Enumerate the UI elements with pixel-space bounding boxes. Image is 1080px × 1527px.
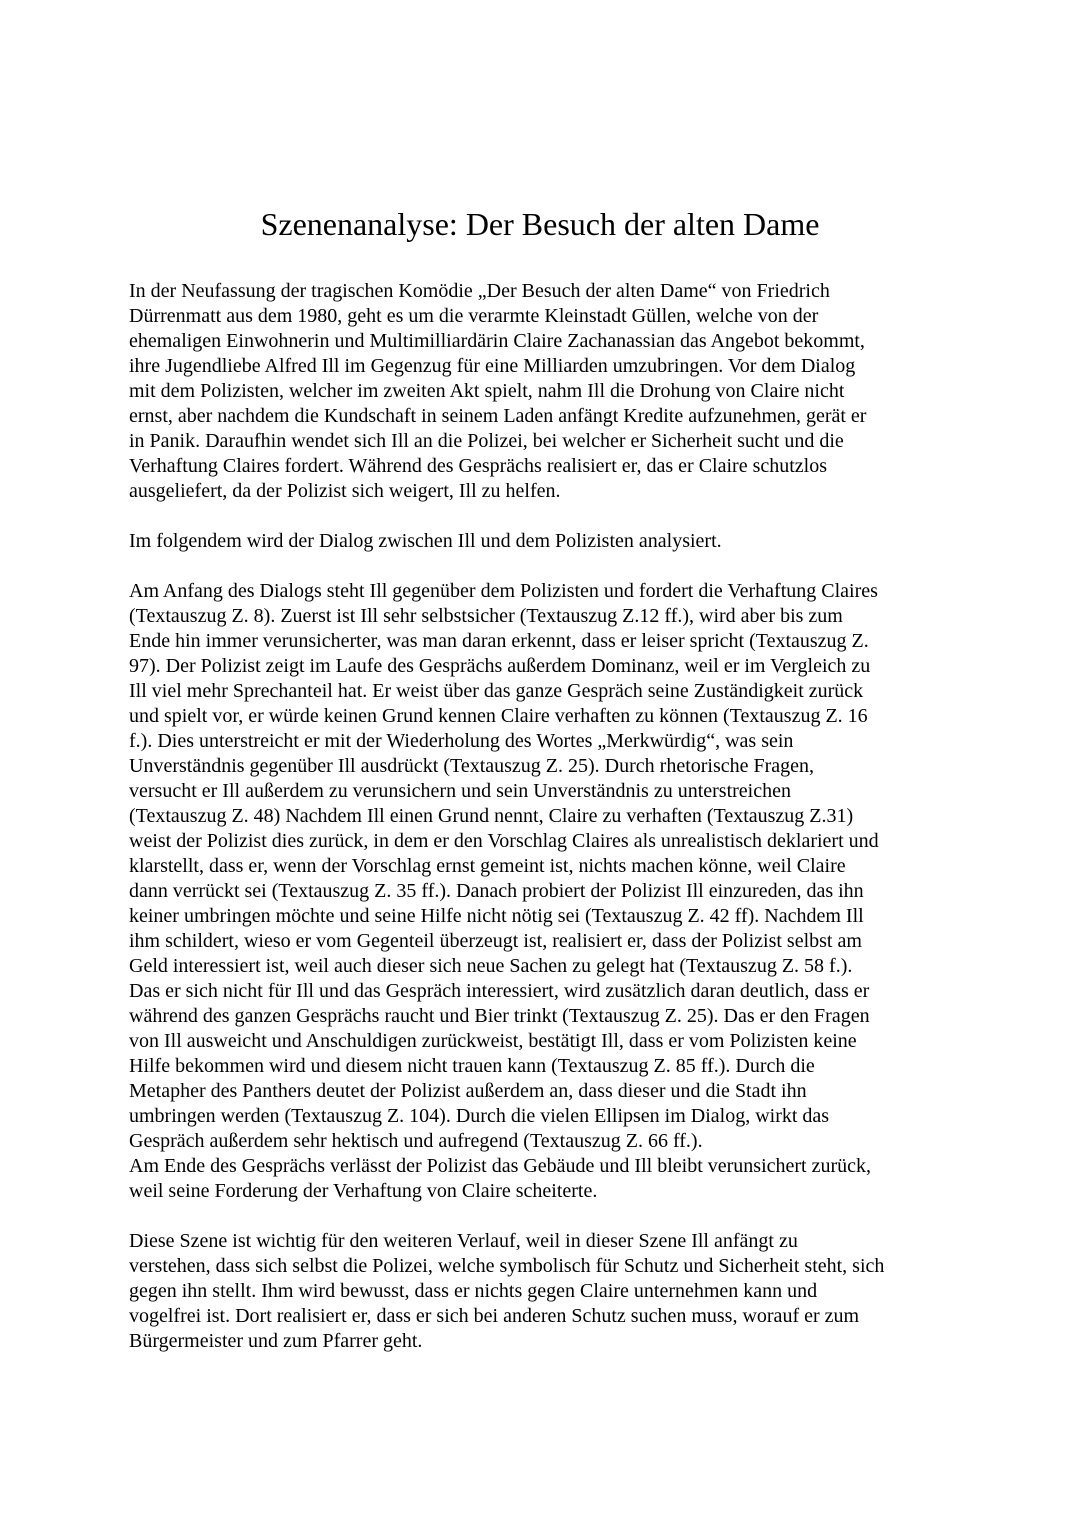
text-line: Am Anfang des Dialogs steht Ill gegenüber dem Polizisten und fordert die Verhaftung Claires [129,580,878,602]
text-line: Unverständnis gegenüber Ill ausdrückt (Textauszug Z. 25). Durch rhetorische Fragen, [129,755,815,777]
text-line: ehemaligen Einwohnerin und Multimilliardärin Claire Zachanassian das Angebot bekommt, [129,330,865,352]
text-line: versucht er Ill außerdem zu verunsichern und sein Unverständnis zu unterstreichen [129,780,791,802]
text-line: weil seine Forderung der Verhaftung von Claire scheiterte. [129,1180,598,1202]
text-line: Metapher des Panthers deutet der Polizist außerdem an, dass dieser und die Stadt ihn [129,1080,807,1102]
text-line: Geld interessiert ist, weil auch dieser sich neue Sachen zu gelegt hat (Textauszug Z. 58 f.). [129,955,853,977]
document-body [129,279,989,1379]
text-line: f.). Dies unterstreicht er mit der Wiederholung des Wortes „Merkwürdig“, was sein [129,730,794,752]
text-line: Diese Szene ist wichtig für den weiteren Verlauf, weil in dieser Szene Ill anfängt zu [129,1230,798,1252]
text-line: von Ill ausweicht und Anschuldigen zurückweist, bestätigt Ill, dass er vom Polizisten keine [129,1030,857,1052]
text-line: Verhaftung Claires fordert. Während des Gesprächs realisiert er, das er Claire schutzlos [129,455,828,477]
text-line: weist der Polizist dies zurück, in dem er den Vorschlag Claires als unrealistisch deklariert und [129,830,879,852]
text-line: Im folgendem wird der Dialog zwischen Ill und dem Polizisten analysiert. [129,530,722,552]
text-line: mit dem Polizisten, welcher im zweiten Akt spielt, nahm Ill die Drohung von Claire nicht [129,380,845,402]
text-line: (Textauszug Z. 48) Nachdem Ill einen Grund nennt, Claire zu verhaften (Textauszug Z.31) [129,805,854,827]
paragraph-introduction [129,279,989,504]
text-line: verstehen, dass sich selbst die Polizei, welche symbolisch für Schutz und Sicherheit steht, sich [129,1255,885,1277]
text-line: Das er sich nicht für Ill und das Gespräch interessiert, wird zusätzlich daran deutlich, dass er [129,980,870,1002]
text-line: keiner umbringen möchte und seine Hilfe nicht nötig sei (Textauszug Z. 42 ff). Nachdem Ill [129,905,864,927]
text-line: dann verrückt sei (Textauszug Z. 35 ff.). Danach probiert der Polizist Ill einzureden, das ihn [129,880,864,902]
text-line: gegen ihn stellt. Ihm wird bewusst, dass er nichts gegen Claire unternehmen kann und [129,1280,818,1302]
text-line: ausgeliefert, da der Polizist sich weigert, Ill zu helfen. [129,480,561,502]
text-line: Bürgermeister und zum Pfarrer geht. [129,1330,423,1352]
text-line: in Panik. Daraufhin wendet sich Ill an die Polizei, bei welcher er Sicherheit sucht und die [129,430,844,452]
text-line: ihm schildert, wieso er vom Gegenteil überzeugt ist, realisiert er, dass der Polizist selbst am [129,930,862,952]
text-line: Ill viel mehr Sprechanteil hat. Er weist über das ganze Gespräch seine Zuständigkeit zurück [129,680,864,702]
text-line: ernst, aber nachdem die Kundschaft in seinem Laden anfängt Kredite aufzunehmen, gerät er [129,405,867,427]
text-line: umbringen werden (Textauszug Z. 104). Durch die vielen Ellipsen im Dialog, wirkt das [129,1105,830,1127]
document-title: Szenenanalyse: Der Besuch der alten Dame [260,206,820,242]
text-line: In der Neufassung der tragischen Komödie „Der Besuch der alten Dame“ von Friedrich [129,280,830,302]
text-line: (Textauszug Z. 8). Zuerst ist Ill sehr selbstsicher (Textauszug Z.12 ff.), wird aber bis zum [129,605,843,627]
text-line: während des ganzen Gesprächs raucht und Bier trinkt (Textauszug Z. 25). Das er den Fragen [129,1005,870,1027]
text-line: Gespräch außerdem sehr hektisch und aufregend (Textauszug Z. 66 ff.). [129,1130,703,1152]
text-line: Dürrenmatt aus dem 1980, geht es um die verarmte Kleinstadt Güllen, welche von der [129,305,819,327]
paragraph-conclusion [129,1229,989,1354]
text-line: klarstellt, dass er, wenn der Vorschlag ernst gemeint ist, nichts machen könne, weil Claire [129,855,846,877]
paragraph-analysis [129,579,989,1204]
text-line: und spielt vor, er würde keinen Grund kennen Claire verhaften zu können (Textauszug Z. 16 [129,705,868,727]
paragraph-transition [129,529,989,554]
text-line: ihre Jugendliebe Alfred Ill im Gegenzug für eine Milliarden umzubringen. Vor dem Dialog [129,355,856,377]
text-line: vogelfrei ist. Dort realisiert er, dass er sich bei anderen Schutz suchen muss, worauf er zum [129,1305,860,1327]
text-line: Ende hin immer verunsicherter, was man daran erkennt, dass er leiser spricht (Textauszug Z. [129,630,869,652]
text-line: 97). Der Polizist zeigt im Laufe des Gesprächs außerdem Dominanz, weil er im Vergleich zu [129,655,871,677]
text-line: Hilfe bekommen wird und diesem nicht trauen kann (Textauszug Z. 85 ff.). Durch die [129,1055,815,1077]
text-line: Am Ende des Gesprächs verlässt der Polizist das Gebäude und Ill bleibt verunsichert zurück, [129,1155,872,1177]
